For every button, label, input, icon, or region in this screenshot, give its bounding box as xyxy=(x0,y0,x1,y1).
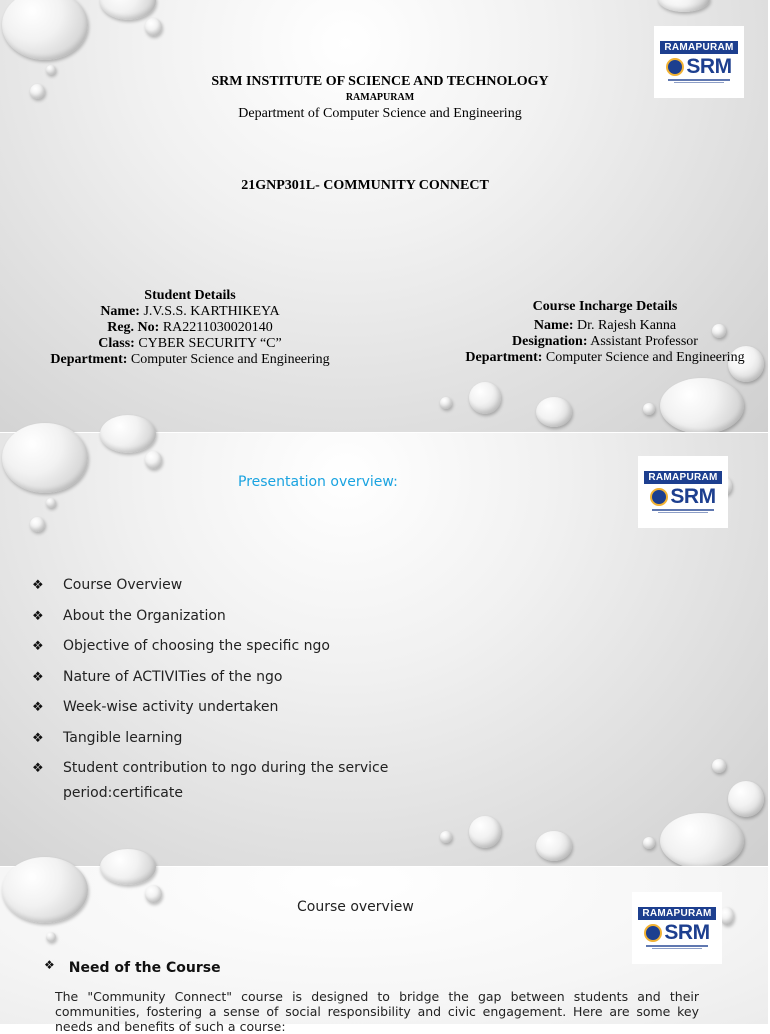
logo-srm-text: SRM xyxy=(686,55,732,78)
incharge-designation: Assistant Professor xyxy=(590,334,698,349)
bullet-diamond-icon: ❖ xyxy=(32,730,44,746)
overview-item-text: Week-wise activity undertaken xyxy=(63,699,279,715)
overview-item-text: Objective of choosing the specific ngo xyxy=(63,638,330,654)
bullet-diamond-icon: ❖ xyxy=(44,958,55,972)
logo-tagline-line xyxy=(652,509,714,511)
overview-item-text: Tangible learning xyxy=(63,729,183,746)
overview-list-item xyxy=(32,665,452,690)
water-drop-decoration xyxy=(46,65,56,75)
course-overview-title: Course overview xyxy=(297,899,414,915)
logo-tagline-line xyxy=(646,945,708,947)
water-drop-decoration xyxy=(30,84,45,99)
srm-emblem-icon xyxy=(666,58,684,76)
incharge-name-label: Name: xyxy=(533,318,574,333)
water-drop-decoration xyxy=(2,423,88,493)
srm-emblem-icon xyxy=(650,488,668,506)
course-description-paragraph: The "Community Connect" course is designed to bridge the gap between students and their communities, fostering a sense of social responsibility and civic engagement. Here are some key needs and benefits of such a course: xyxy=(55,989,699,1034)
water-drop-decoration xyxy=(2,857,88,923)
water-drop-decoration xyxy=(643,837,655,849)
water-drop-decoration xyxy=(440,831,452,843)
overview-bullet-list xyxy=(32,573,452,812)
srm-logo xyxy=(654,26,744,98)
overview-list-item xyxy=(32,726,452,751)
need-heading-text: Need of the Course xyxy=(68,960,221,976)
overview-list-item xyxy=(32,573,452,598)
overview-list-item xyxy=(32,756,452,806)
water-drop-decoration xyxy=(100,415,156,453)
water-drop-decoration xyxy=(469,816,501,848)
water-drop-decoration xyxy=(660,378,744,434)
overview-item-text: Student contribution to ngo during the service period:certificate xyxy=(63,760,389,801)
water-drop-decoration xyxy=(100,849,156,885)
overview-list-item xyxy=(32,604,452,629)
bullet-diamond-icon: ❖ xyxy=(32,578,44,593)
incharge-details-heading: Course Incharge Details xyxy=(532,299,678,314)
student-name-row xyxy=(20,304,360,320)
student-class-label: Class: xyxy=(98,336,135,351)
logo-tagline-line xyxy=(658,512,708,513)
water-drop-decoration xyxy=(46,498,56,508)
water-drop-decoration xyxy=(536,397,572,427)
water-drop-decoration xyxy=(145,885,162,903)
logo-ramapuram-text: RAMAPURAM xyxy=(644,471,721,484)
srm-emblem-icon xyxy=(644,924,662,942)
overview-title: Presentation overview: xyxy=(238,474,398,490)
overview-list-item xyxy=(32,695,452,720)
student-reg-row xyxy=(20,320,360,336)
logo-ramapuram-text: RAMAPURAM xyxy=(660,41,737,54)
water-drop-decoration xyxy=(145,451,162,469)
water-drop-decoration xyxy=(712,759,726,773)
water-drop-decoration xyxy=(536,831,572,861)
student-dept-label: Department: xyxy=(50,352,128,367)
need-of-course-heading xyxy=(44,960,221,976)
bullet-diamond-icon: ❖ xyxy=(32,700,44,715)
incharge-designation-label: Designation: xyxy=(512,334,588,349)
water-drop-decoration xyxy=(145,18,162,36)
institution-name: SRM INSTITUTE OF SCIENCE AND TECHNOLOGY xyxy=(211,74,549,89)
bullet-diamond-icon: ❖ xyxy=(32,761,44,776)
student-details-heading: Student Details xyxy=(144,288,236,303)
water-drop-decoration xyxy=(728,781,764,817)
logo-tagline-line xyxy=(652,948,702,949)
course-code-title: 21GNP301L- COMMUNITY CONNECT xyxy=(241,178,489,193)
bullet-diamond-icon: ❖ xyxy=(32,639,44,654)
water-drop-decoration xyxy=(720,907,734,925)
water-drop-decoration xyxy=(30,517,45,532)
student-class: CYBER SECURITY “C” xyxy=(138,336,282,351)
student-reg-number: RA2211030020140 xyxy=(162,320,273,335)
logo-ramapuram-text: RAMAPURAM xyxy=(638,907,715,920)
slide-presentation-overview xyxy=(0,433,768,866)
incharge-dept-row xyxy=(440,350,770,366)
srm-logo xyxy=(638,456,728,528)
logo-tagline-line xyxy=(674,82,724,83)
logo-tagline-line xyxy=(668,79,730,81)
overview-list-item xyxy=(32,634,452,659)
overview-item-text: About the Organization xyxy=(63,607,226,624)
water-drop-decoration xyxy=(100,0,156,20)
slide-course-overview xyxy=(0,867,768,1034)
bullet-diamond-icon: ❖ xyxy=(32,669,44,685)
course-incharge-details xyxy=(440,299,770,366)
water-drop-decoration xyxy=(440,397,452,409)
water-drop-decoration xyxy=(2,0,88,60)
student-name: J.V.S.S. KARTHIKEYA xyxy=(143,304,280,319)
incharge-name: Dr. Rajesh Kanna xyxy=(577,318,677,333)
bullet-diamond-icon: ❖ xyxy=(32,608,44,624)
campus-name: RAMAPURAM xyxy=(345,92,415,103)
student-department: Computer Science and Engineering xyxy=(130,352,330,367)
overview-item-text: Course Overview xyxy=(63,577,183,593)
department-name: Department of Computer Science and Engineering xyxy=(238,106,522,121)
srm-logo xyxy=(632,892,722,964)
incharge-department: Computer Science and Engineering xyxy=(545,350,745,365)
slide-title xyxy=(0,0,768,432)
student-details xyxy=(20,288,360,368)
incharge-dept-label: Department: xyxy=(465,350,543,365)
student-name-label: Name: xyxy=(100,304,140,319)
student-class-row xyxy=(20,336,360,352)
student-reg-label: Reg. No: xyxy=(107,320,160,335)
water-drop-decoration xyxy=(658,0,710,12)
logo-srm-text: SRM xyxy=(670,485,716,508)
incharge-name-row xyxy=(440,318,770,334)
water-drop-decoration xyxy=(469,382,501,414)
water-drop-decoration xyxy=(643,403,655,415)
overview-item-text: Nature of ACTIVITies of the ngo xyxy=(63,668,283,685)
water-drop-decoration xyxy=(660,813,744,869)
incharge-designation-row xyxy=(440,334,770,350)
logo-srm-text: SRM xyxy=(664,921,710,944)
water-drop-decoration xyxy=(46,932,56,942)
student-dept-row xyxy=(20,352,360,368)
